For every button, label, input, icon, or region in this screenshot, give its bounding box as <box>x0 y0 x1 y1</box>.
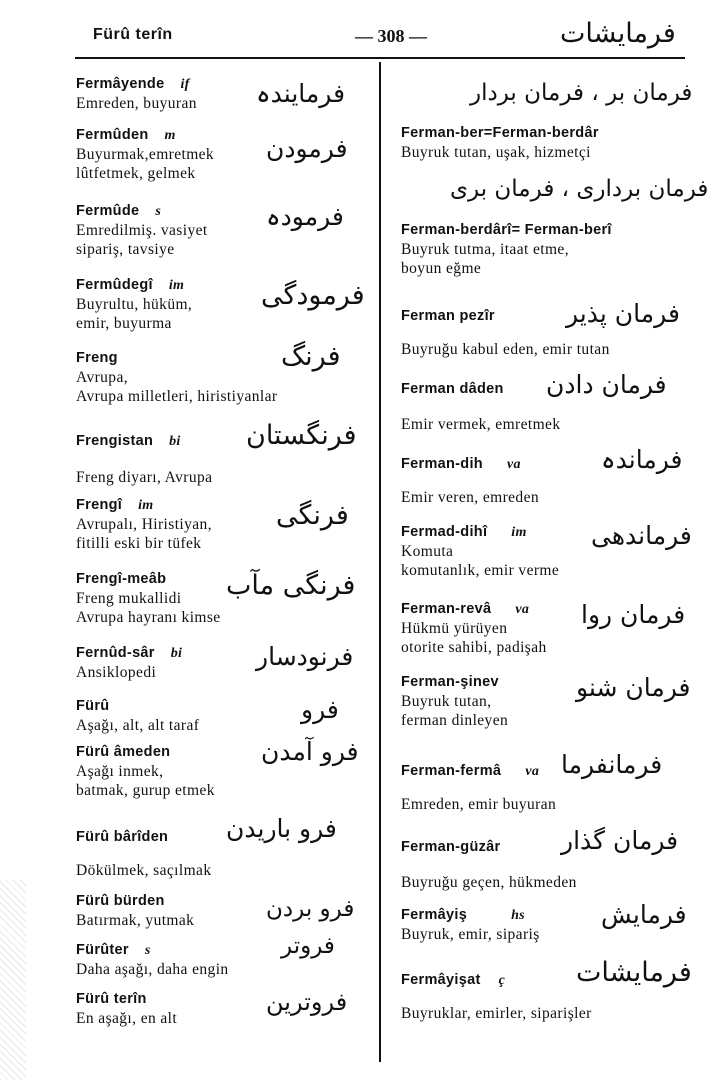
arabic-headword: فرنگستان <box>246 420 357 451</box>
definition: Emredilmiş. vasiyet <box>76 222 208 239</box>
column-divider <box>379 62 381 1062</box>
arabic-headword: فرو باریدن <box>226 814 337 843</box>
definition: Buyrultu, hüküm, <box>76 296 193 313</box>
definition: Freng diyarı, Avrupa <box>76 469 213 486</box>
definition: Emreden, emir buyuran <box>401 796 557 813</box>
entry <box>401 445 685 507</box>
headword: Frengî <box>76 497 123 513</box>
definition: Emir vermek, emretmek <box>401 416 561 433</box>
arabic-headword: فرمان شنو <box>576 673 691 702</box>
headword: Fermûden <box>76 127 149 143</box>
headword: Ferman-revâ <box>401 601 492 617</box>
definition: Buyruk tutan, <box>401 693 492 710</box>
headword: Ferman-berdârî= Ferman-berî <box>401 222 612 238</box>
definition: Avrupa hayranı kimse <box>76 609 221 626</box>
arabic-headword: فرنگ <box>281 341 341 372</box>
definition: Emreden, buyuran <box>76 95 197 112</box>
definition: Avrupa, <box>76 369 129 386</box>
arabic-headword: فرو بردن <box>266 896 355 922</box>
entry <box>401 521 692 580</box>
definition: emir, buyurma <box>76 315 172 332</box>
entry <box>76 276 365 333</box>
arabic-headword: فروتر <box>281 933 335 959</box>
entry <box>401 221 685 278</box>
definition: Emir veren, emreden <box>401 489 539 506</box>
grammar-tag: bi <box>170 646 183 661</box>
scan-edge-noise <box>0 880 26 1080</box>
arabic-headword: فرمودن <box>266 134 348 163</box>
headword: Fermâyişat <box>401 972 481 988</box>
headword: Fürû <box>76 698 110 714</box>
headword: Fürû bürden <box>76 893 165 909</box>
definition: Batırmak, yutmak <box>76 912 195 929</box>
definition: Buyruk tutma, itaat etme, <box>401 241 569 258</box>
arabic-headword: فرماندہ <box>601 445 683 474</box>
definition: otorite sahibi, padişah <box>401 639 547 656</box>
definition: Buyruğu kabul eden, emir tutan <box>401 341 610 358</box>
arabic-headword: فرمودگی <box>261 280 365 311</box>
entry <box>76 75 360 113</box>
grammar-tag: hs <box>511 908 525 923</box>
grammar-tag: va <box>506 457 521 472</box>
definition: Buyruk, emir, sipariş <box>401 926 540 943</box>
headword: Fermâyiş <box>401 907 468 923</box>
entry <box>401 957 692 1023</box>
definition: En aşağı, en alt <box>76 1010 178 1027</box>
entry <box>401 900 687 944</box>
arabic-headword: فرماندهی <box>591 521 692 550</box>
arabic-headword: فرمایشات <box>576 957 692 988</box>
arabic-headword: فرمان بر ، فرمان بردار <box>470 80 693 106</box>
arabic-headword: فرمان پذیر <box>566 299 680 328</box>
arabic-headword: فرنگی مآب <box>226 570 356 601</box>
headword: Frengistan <box>76 433 154 449</box>
entry <box>401 299 685 359</box>
headword: Ferman-dih <box>401 456 483 472</box>
arabic-headword: فرمودہ <box>266 202 344 231</box>
entry <box>76 737 360 800</box>
headword: Fermad-dihî <box>401 524 488 540</box>
headword: Fermâyende <box>76 76 165 92</box>
headword: Ferman pezîr <box>401 308 495 324</box>
definition: batmak, gurup etmek <box>76 782 215 799</box>
definition: Avrupalı, Hiristiyan, <box>76 516 212 533</box>
definition: Buyruk tutan, uşak, hizmetçi <box>401 144 591 161</box>
entry <box>76 644 360 682</box>
definition: Freng mukallidi <box>76 590 182 607</box>
running-head-left: Fürû terîn <box>93 26 173 43</box>
entry <box>76 697 360 735</box>
grammar-tag: bi <box>169 434 181 449</box>
running-head-right: فرمايشات <box>560 18 676 49</box>
definition: Komuta <box>401 543 454 560</box>
definition: Daha aşağı, daha engin <box>76 961 229 978</box>
headword: Ferman-şinev <box>401 674 499 690</box>
grammar-tag: if <box>180 77 190 92</box>
definition: Aşağı inmek, <box>76 763 164 780</box>
entry <box>401 124 685 162</box>
entry <box>76 202 360 259</box>
definition: komutanlık, emir verme <box>401 562 560 579</box>
arabic-headword: فرو <box>301 695 339 724</box>
arabic-headword: فرمان گذار <box>561 826 679 855</box>
headword: Ferman-güzâr <box>401 839 501 855</box>
grammar-tag: im <box>511 525 527 540</box>
grammar-tag: va <box>525 764 540 779</box>
headword: Fermûde <box>76 203 140 219</box>
arabic-headword: فرمان روا <box>581 600 686 629</box>
arabic-headword: فرمایش <box>601 900 687 929</box>
arabic-headword: فرنگی <box>276 500 349 531</box>
grammar-tag: im <box>138 498 154 513</box>
arabic-headword: فرمانفرما <box>561 750 663 779</box>
definition: ferman dinleyen <box>401 712 509 729</box>
headword: Fermûdegî <box>76 277 153 293</box>
headword: Ferman-ber=Ferman-berdâr <box>401 125 599 141</box>
grammar-tag: m <box>164 128 176 143</box>
entry <box>401 826 685 892</box>
definition: Dökülmek, saçılmak <box>76 862 212 879</box>
entry <box>76 126 360 183</box>
definition: Buyruğu geçen, hükmeden <box>401 874 577 891</box>
definition: boyun eğme <box>401 260 482 277</box>
arabic-headword: فرمان دادن <box>546 370 667 399</box>
headword: Fürû bârîden <box>76 829 169 845</box>
definition: lûtfetmek, gelmek <box>76 165 196 182</box>
headword: Ferman-fermâ <box>401 763 502 779</box>
grammar-tag: ç <box>498 973 506 988</box>
definition: Buyurmak,emretmek <box>76 146 215 163</box>
definition: Aşağı, alt, alt taraf <box>76 717 200 734</box>
grammar-tag: s <box>144 943 151 958</box>
entry <box>401 600 685 657</box>
entry <box>76 496 360 553</box>
headword: Fernûd-sâr <box>76 645 155 661</box>
headword: Frengî-meâb <box>76 571 167 587</box>
header-rule <box>75 57 685 59</box>
arabic-headword: فرمان برداری ، فرمان بری <box>450 176 709 202</box>
headword: Freng <box>76 350 118 366</box>
definition: Ansiklopedi <box>76 664 157 681</box>
entry <box>76 990 360 1028</box>
headword: Fürû terîn <box>76 991 147 1007</box>
entry <box>76 814 360 880</box>
arabic-headword: فرنودسار <box>256 642 354 671</box>
grammar-tag: s <box>155 204 162 219</box>
entry <box>76 570 360 627</box>
headword: Fürûter <box>76 942 129 958</box>
grammar-tag: va <box>515 602 530 617</box>
definition: Hükmü yürüyen <box>401 620 508 637</box>
definition: sipariş, tavsiye <box>76 241 175 258</box>
definition: Buyruklar, emirler, siparişler <box>401 1005 592 1022</box>
definition: Avrupa milletleri, hiristiyanlar <box>76 388 278 405</box>
grammar-tag: im <box>168 278 185 293</box>
arabic-headword: فرو آمدن <box>261 737 359 766</box>
headword: Ferman dâden <box>401 381 504 397</box>
entry <box>401 750 685 814</box>
entry <box>401 673 691 730</box>
entry <box>76 892 360 930</box>
entry <box>76 933 360 979</box>
entry <box>76 420 360 487</box>
entry <box>401 370 685 434</box>
page-number: — 308 — <box>355 26 427 46</box>
arabic-headword: فرمايندہ <box>256 79 346 108</box>
entry <box>76 341 360 406</box>
arabic-headword: فروترین <box>266 988 348 1016</box>
definition: fitilli eski bir tüfek <box>76 535 202 552</box>
headword: Fürû âmeden <box>76 744 171 760</box>
